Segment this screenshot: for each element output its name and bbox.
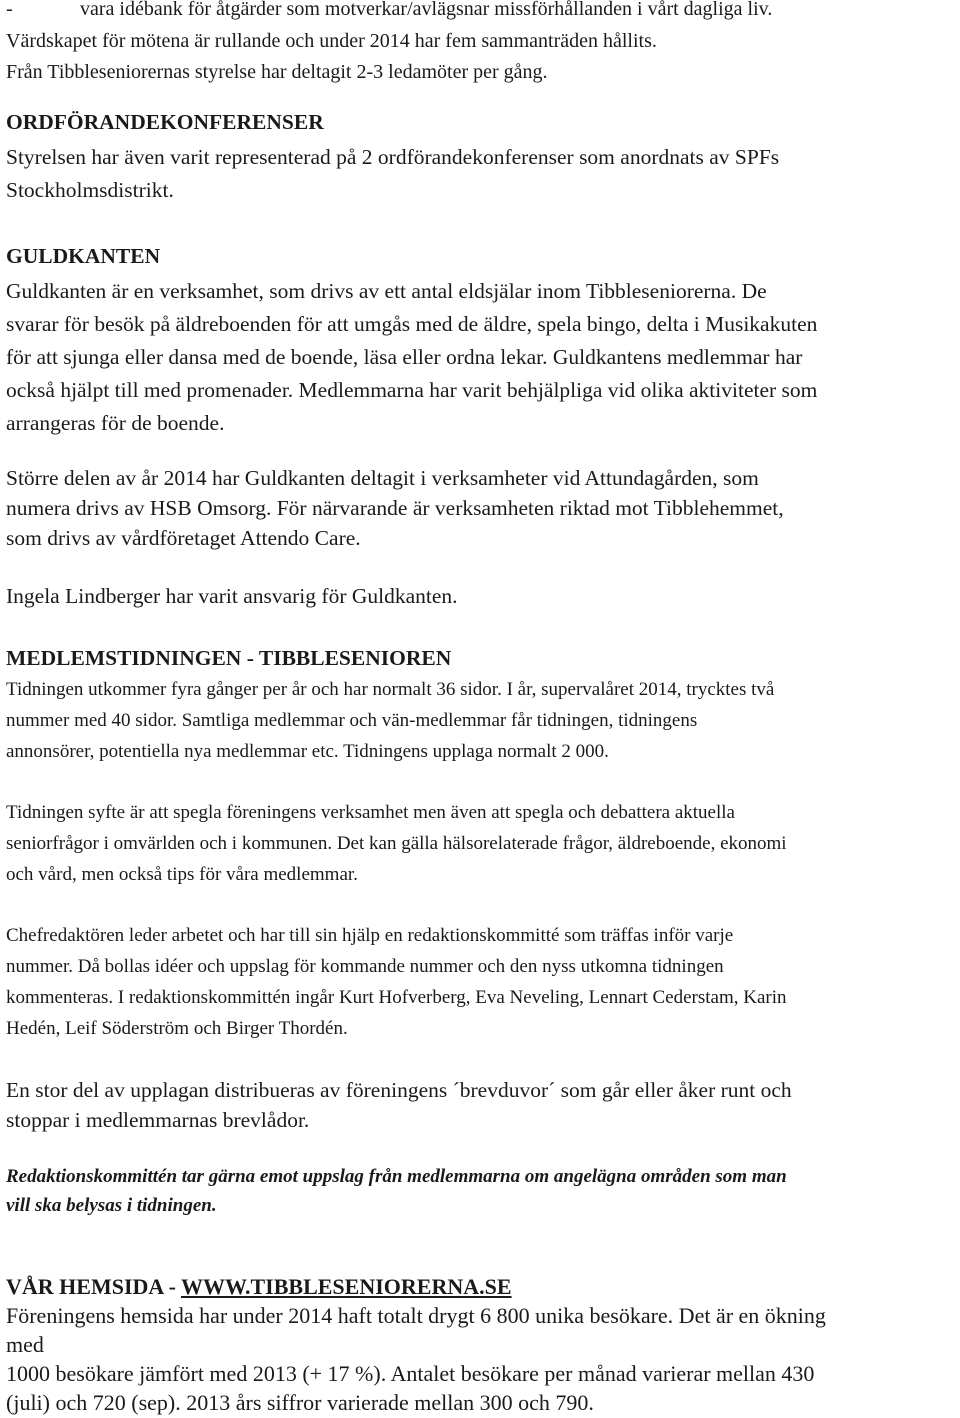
intro-line-1: vara idébank för åtgärder som motverkar/avlägsnar missförhållanden i vårt dagliga liv.: [80, 0, 773, 20]
heading-medlemstidningen: MEDLEMSTIDNINGEN - TIBBLESENIOREN: [6, 646, 452, 670]
tidn-p3-line-2: nummer. Då bollas idéer och uppslag för kommande nummer och den nyss utkomna tidningen: [6, 956, 724, 977]
website-link[interactable]: WWW.TIBBLESENIORERNA.SE: [181, 1274, 512, 1299]
tidn-p4-line-2: stoppar i medlemmarnas brevlådor.: [6, 1108, 310, 1132]
heading-var-hemsida: [6, 1274, 512, 1300]
tidn-p1-line-3: annonsörer, potentiella nya medlemmar etc. Tidningens upplaga normalt 2 000.: [6, 741, 609, 762]
hemsida-line-2: med: [6, 1332, 44, 1357]
tidn-p4-line-1: En stor del av upplagan distribueras av föreningens ´brevduvor´ som går eller åker runt och: [6, 1078, 792, 1102]
tidn-p1-line-2: nummer med 40 sidor. Samtliga medlemmar och vän-medlemmar får tidningen, tidningens: [6, 710, 698, 731]
guld-p2-line-1: Större delen av år 2014 har Guldkanten deltagit i verksamheter vid Attundagården, som: [6, 466, 759, 490]
intro-line-3: Från Tibbleseniorernas styrelse har deltagit 2-3 ledamöter per gång.: [6, 61, 548, 83]
guld-p2-line-2: numera drivs av HSB Omsorg. För närvarande är verksamheten riktad mot Tibblehemmet,: [6, 496, 784, 520]
guld-p1-line-4: också hjälpt till med promenader. Medlemmarna har varit behjälpliga vid olika aktiviteter som: [6, 378, 818, 402]
guld-p1-line-1: Guldkanten är en verksamhet, som drivs av ett antal eldsjälar inom Tibbleseniorerna. De: [6, 279, 767, 303]
tidn-p5-line-1: Redaktionskommittén tar gärna emot uppslag från medlemmarna om angelägna områden som man: [6, 1166, 787, 1187]
tidn-p2-line-2: seniorfrågor i omvärlden och i kommunen. Det kan gälla hälsorelaterade frågor, äldreboende, ekonomi: [6, 833, 787, 854]
hemsida-line-4: (juli) och 720 (sep). 2013 års siffror varierade mellan 300 och 790.: [6, 1390, 594, 1415]
guld-p1-line-2: svarar för besök på äldreboenden för att umgås med de äldre, spela bingo, delta i Musikakuten: [6, 312, 818, 336]
bullet-dash: -: [6, 0, 13, 20]
tidn-p5-line-2: vill ska belysas i tidningen.: [6, 1195, 217, 1216]
tidn-p1-line-1: Tidningen utkommer fyra gånger per år och har normalt 36 sidor. I år, supervalåret 2014, trycktes två: [6, 679, 775, 700]
hemsida-line-1: Föreningens hemsida har under 2014 haft totalt drygt 6 800 unika besökare. Det är en ökning: [6, 1303, 826, 1328]
tidn-p2-line-1: Tidningen syfte är att spegla föreningens verksamhet men även att spegla och debattera aktuella: [6, 802, 735, 823]
tidn-p3-line-4: Hedén, Leif Söderström och Birger Thordén.: [6, 1018, 348, 1039]
intro-line-2: Värdskapet för mötena är rullande och under 2014 har fem sammanträden hållits.: [6, 30, 657, 52]
tidn-p3-line-1: Chefredaktören leder arbetet och har till sin hjälp en redaktionskommitté som träffas inför varje: [6, 925, 734, 946]
guld-p2-line-3: som drivs av vårdföretaget Attendo Care.: [6, 526, 361, 550]
ordf-line-1: Styrelsen har även varit representerad på 2 ordförandekonferenser som anordnats av SPFs: [6, 145, 780, 169]
hemsida-heading-prefix: VÅR HEMSIDA -: [6, 1274, 182, 1299]
ordf-line-2: Stockholmsdistrikt.: [6, 178, 174, 202]
heading-guldkanten: GULDKANTEN: [6, 244, 161, 268]
guld-p3: Ingela Lindberger har varit ansvarig för Guldkanten.: [6, 584, 458, 608]
heading-ordforandekonferenser: ORDFÖRANDEKONFERENSER: [6, 110, 324, 134]
guld-p1-line-3: för att sjunga eller dansa med de boende, läsa eller ordna lekar. Guldkantens medlemmar har: [6, 345, 803, 369]
guld-p1-line-5: arrangeras för de boende.: [6, 411, 225, 435]
tidn-p3-line-3: kommenteras. I redaktionskommittén ingår Kurt Hofverberg, Eva Neveling, Lennart Cederstam, Karin: [6, 987, 787, 1008]
tidn-p2-line-3: och vård, men också tips för våra medlemmar.: [6, 864, 358, 885]
hemsida-line-3: 1000 besökare jämfört med 2013 (+ 17 %). Antalet besökare per månad varierar mellan 430: [6, 1361, 815, 1386]
